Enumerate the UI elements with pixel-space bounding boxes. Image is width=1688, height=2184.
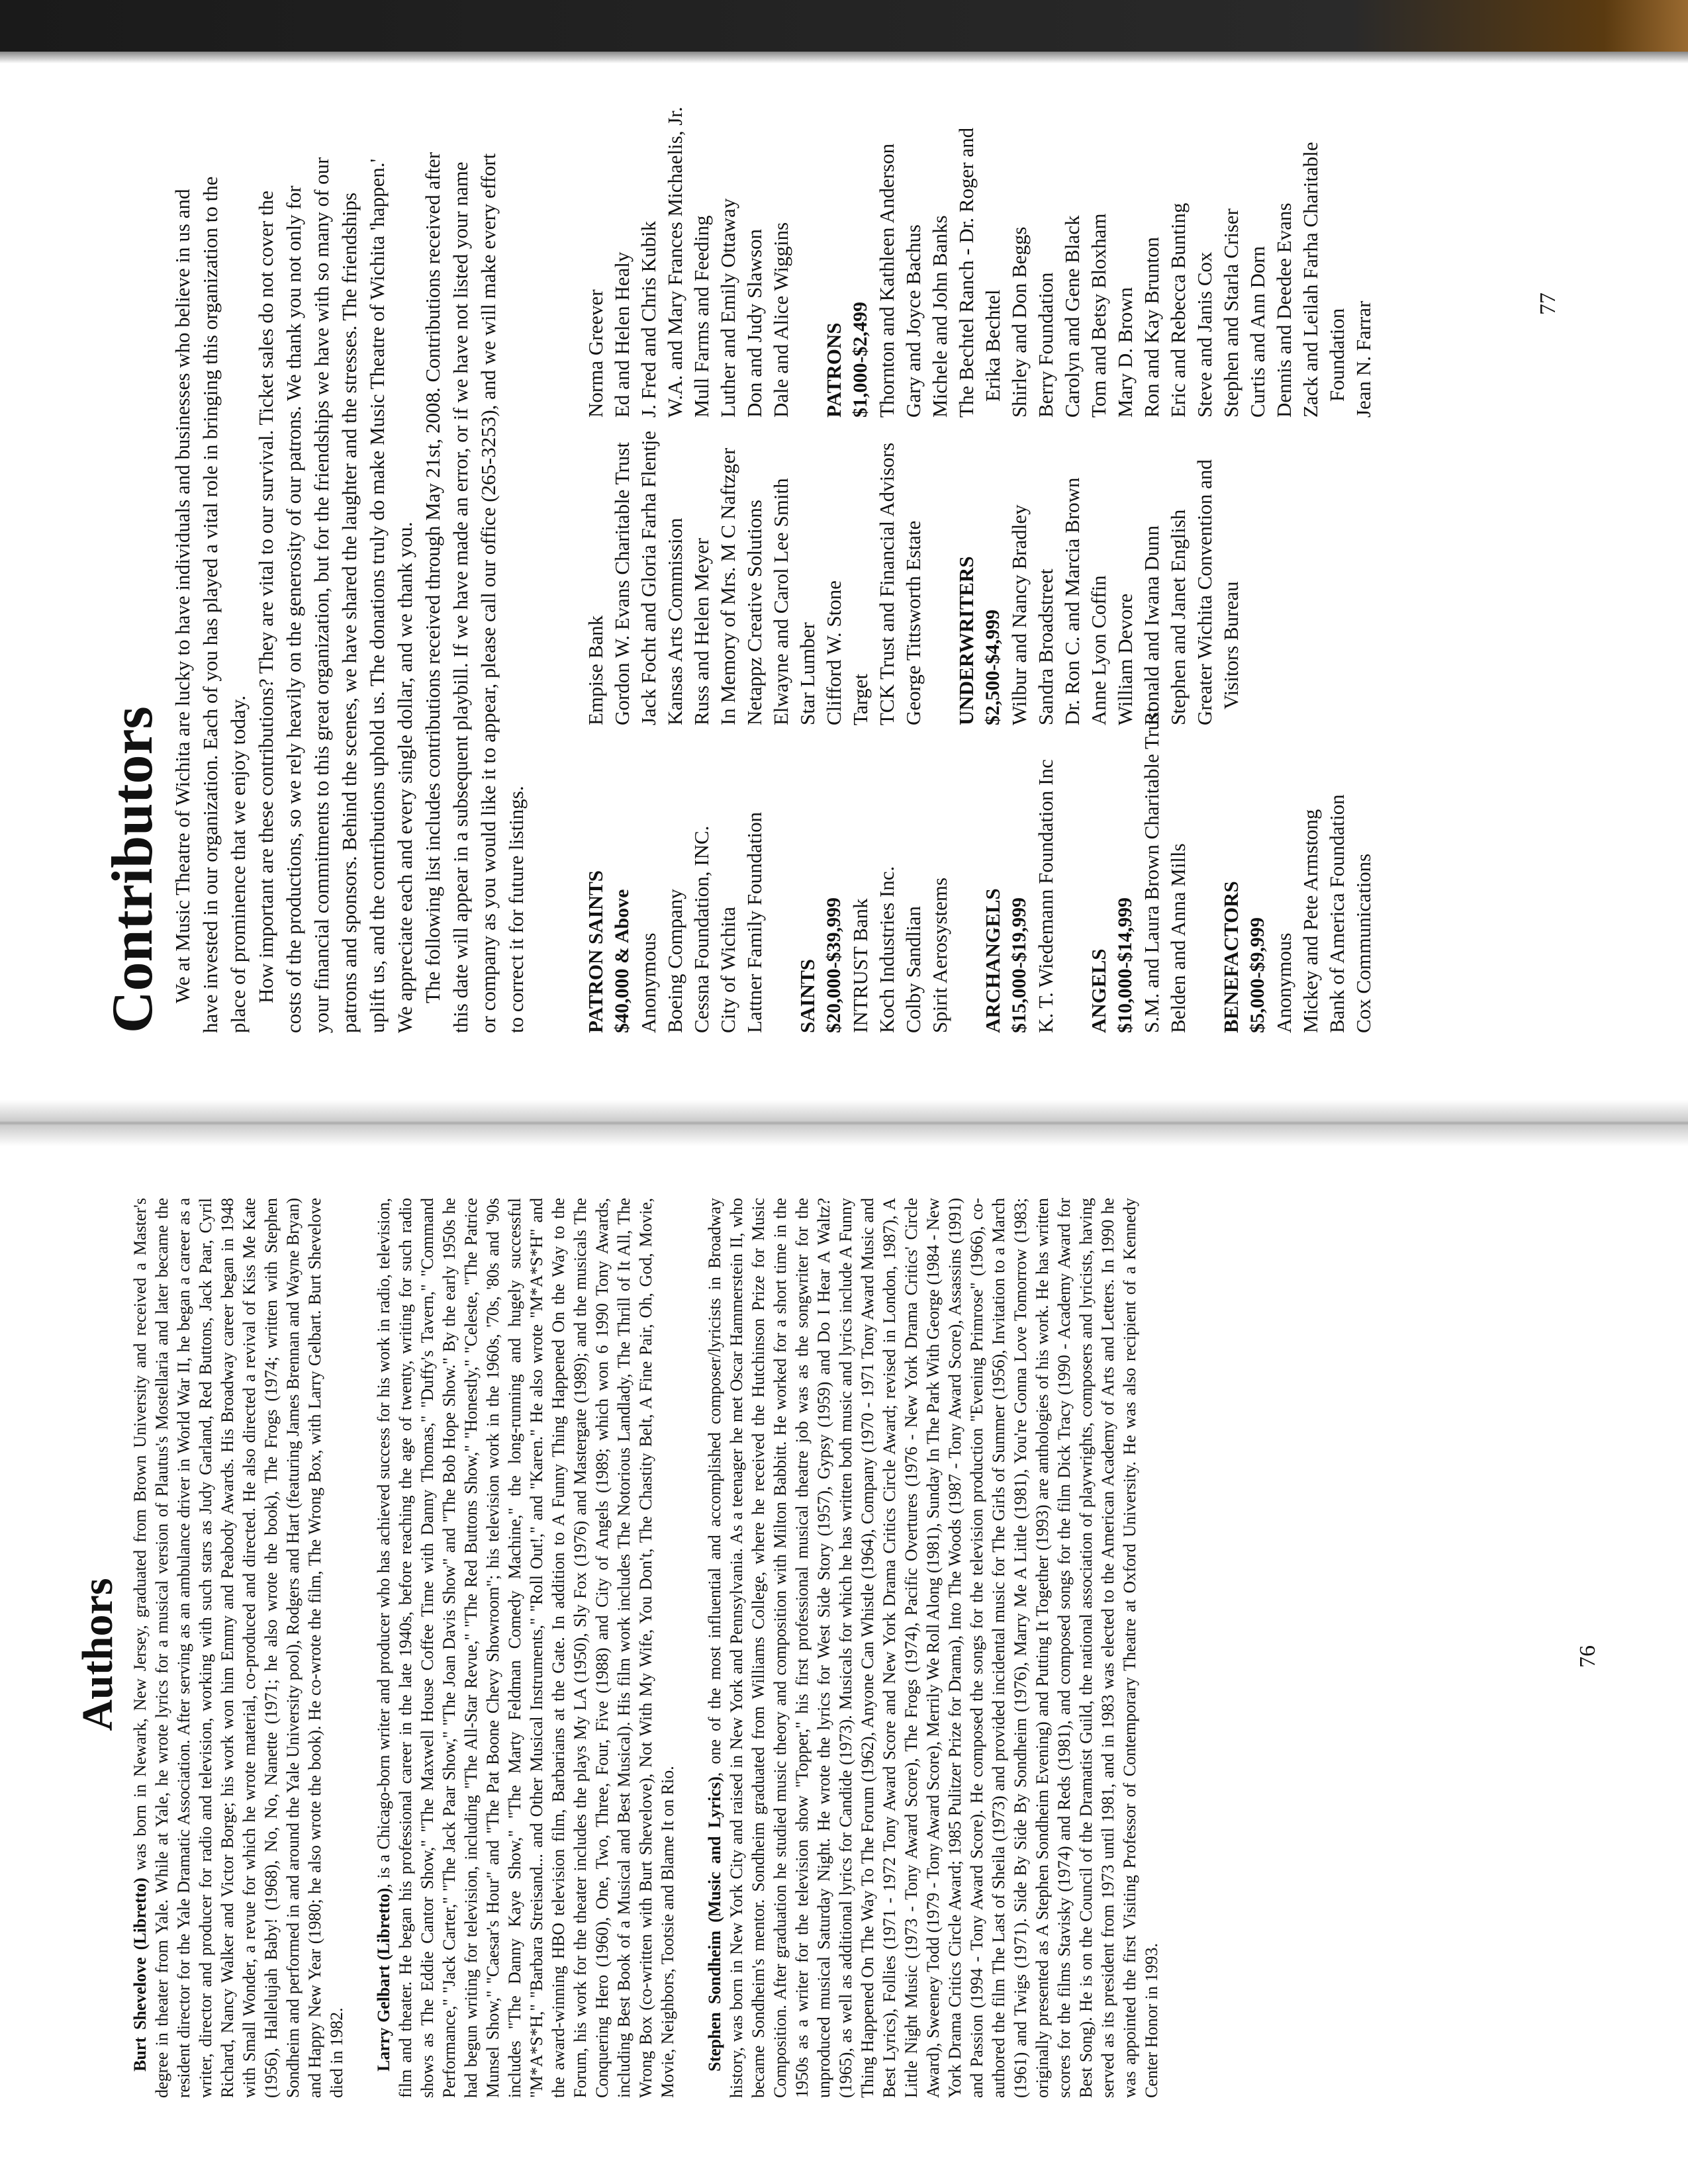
donor-level-heading: ANGELS [1087, 948, 1110, 1033]
donor-level-amount: $2,500-$4,999 [982, 610, 1004, 725]
donor-name: Gary and Joyce Bachus [902, 224, 925, 418]
donor-name: Mary D. Brown [1113, 287, 1137, 418]
donor-group [583, 87, 794, 418]
donor-group [1218, 702, 1377, 1033]
author-name: Larry Gelbart (Libretto) [374, 1888, 393, 2071]
donor-name: Empise Bank [584, 615, 607, 725]
donor-level-amount: $20,000-$39,999 [823, 897, 845, 1033]
donor-name: Ronald and Iwana Dunn [1140, 525, 1163, 725]
donor-name: Curtis and Ann Dorn [1246, 246, 1269, 418]
donor-name: Jean N. Farrar [1352, 300, 1375, 418]
donor-name: Koch Industries Inc. [875, 866, 898, 1033]
donor-name: Netappz Creative Solutions [743, 500, 766, 725]
donor-group [821, 87, 1377, 418]
authors-title: Authors [73, 1578, 122, 1731]
donor-level-heading: SAINTS [796, 959, 819, 1033]
author-bio [373, 1198, 679, 2098]
intro-paragraph: We at Music Theatre of Wichita are lucky to have individuals and businesses who believe in us and have invested in our organization. Each of you has played a vital role in bringing this organization to the place of prominence that we enjoy today. [171, 176, 250, 1033]
donor-name: In Memory of Mrs. M C Naftzger [716, 447, 739, 725]
donor-name: Mull Farms and Feeding [690, 215, 713, 418]
donor-name: Elwayne and Carol Lee Smith [769, 478, 792, 725]
donor-name: Spirit Aerosystems [928, 877, 951, 1033]
donor-name: Star Lumber [796, 622, 819, 725]
donor-group [583, 702, 768, 1033]
donor-name: Ed and Helen Healy [610, 251, 633, 418]
donor-level-amount: $10,000-$14,999 [1114, 897, 1136, 1033]
donor-level-heading: UNDERWRITERS [955, 556, 978, 725]
donor-name: Cessna Foundation, INC. [690, 825, 713, 1033]
donor-name: Sandra Broadstreet [1034, 569, 1057, 725]
scan-shadow [0, 52, 1688, 64]
donor-level-amount: $1,000-$2,499 [849, 302, 871, 418]
donor-name: Bank of America Foundation [1325, 794, 1348, 1033]
donor-name: City of Wichita [716, 906, 739, 1033]
group-spacer [794, 87, 821, 418]
donor-name: Dale and Alice Wiggins [769, 222, 792, 418]
group-spacer [1059, 702, 1086, 1033]
intro-paragraph: How important are these contributions? They are vital to our survival. Ticket sales do not cover the costs of the productions, so we rely heavily on the generosity of our patrons. We thank you not only for your financial commitments to this great organization, but for the friendships we have with so many of our patrons and sponsors. Behind the scenes, we have shared the laughter and the stresses. The friendships uplift us, and the contributions uphold us. The donations truly do make Music Theatre of Wichita 'happen.' We appreciate each and every single dollar, and we thank you. [254, 157, 416, 1033]
contributors-page [0, 64, 1688, 1096]
donor-name: Jack Focht and Gloria Farha Flentje [637, 430, 660, 725]
donor-level-heading: ARCHANGELS [981, 888, 1004, 1033]
group-spacer [953, 702, 980, 1033]
donor-name: Thornton and Kathleen Anderson [875, 143, 898, 418]
authors-page-rotated [0, 1125, 1688, 2184]
donor-name: Lattner Family Foundation [743, 811, 766, 1033]
donor-name: Ron and Kay Brunton [1140, 237, 1163, 418]
donor-name: Carolyn and Gene Black [1060, 215, 1084, 418]
donor-name: Tom and Betsy Bloxham [1087, 213, 1110, 418]
group-spacer [1192, 702, 1218, 1033]
author-bio-text: , is a Chicago-born writer and producer who has achieved success for his work in radio, television, film and theater. He began his professional career in the late 1940s, before reaching the age of twenty, writing for such radio shows as The Eddie Cantor Show," "The Maxwell House Coffee Time with Danny Thomas," "Duffy's Tavern," "Command Performance," "Jack Carter," "The Jack Paar Show," "The Joan Davis Show" and "The Bob Hope Show." By the early 1950s he had begun writing for television, including "The All-Star Revue," "The Red Buttons Show," "Honestly," "Celeste, "The Patrice Munsel Show," "Caesar's Hour" and "The Pat Boone Chevy Showroom"; his television work in the 1960s, '70s, '80s and '90s includes "The Danny Kaye Show," "The Marty Feldman Comedy Machine," the long-running and hugely successful "M*A*S*H," "Barbara Streisand... and Other Musical Instruments," "Roll Out!," and "Karen." He also wrote "M*A*S*H" and the award-winning HBO television film, Barbarians at the Gate. In addition to A Funny Thing Happened On the Way to the Forum, his work for the theater includes the plays My LA (1950), Sly Fox (1976) and Mastergate (1989); and the musicals The Conquering Hero (1960), One, Two, Three, Four, Five (1988) and City of Angels (1989; which won 6 1990 Tony Awards, including Best Book of a Musical and Best Musical). His film work includes The Notorious Landlady, The Thrill of It All, The Wrong Box (co-written with Burt Shevelove), Not With My Wife, You Don't, The Chastity Belt, A Fine Pair, Oh, God, Movie, Movie, Neighbors, Tootsie and Blame It on Rio. [374, 1197, 677, 2098]
donor-name: Michele and John Banks [928, 215, 951, 418]
contributors-page-rotated [0, 64, 1688, 1096]
page-number: 77 [1536, 293, 1560, 315]
donor-name: Cox Communications [1352, 853, 1375, 1033]
donor-name: Belden and Anna Mills [1166, 843, 1190, 1033]
donor-name: Berry Foundation [1034, 272, 1057, 418]
donor-name: Boeing Company [663, 889, 686, 1033]
donor-column-3 [583, 87, 1377, 418]
scan-top-edge [0, 0, 1688, 52]
donor-name: K. T. Wiedemann Foundation Inc [1034, 759, 1057, 1033]
authors-bios [129, 1198, 1188, 2098]
donor-name: Mickey and Pete Armstong [1299, 809, 1322, 1033]
donor-name: INTRUST Bank [849, 898, 872, 1033]
donor-name: Anne Lyon Coffin [1087, 575, 1110, 725]
donor-group [794, 702, 953, 1033]
contributors-intro [169, 146, 530, 1033]
donor-name: Dennis and Deedee Evans [1272, 203, 1295, 418]
donor-name: Eric and Rebecca Bunting [1166, 203, 1190, 418]
donor-level-amount: $40,000 & Above [611, 889, 633, 1033]
donor-name: Stephen and Starla Criser [1219, 208, 1243, 418]
donor-name: Target [849, 673, 872, 725]
donor-name: W.A. and Mary Frances Michaelis, Jr. [663, 107, 686, 418]
author-bio [129, 1198, 348, 2098]
donor-name: Colby Sandlian [902, 905, 925, 1033]
donor-name: Clifford W. Stone [822, 580, 845, 725]
donor-name: Wilbur and Nancy Bradley [1008, 504, 1031, 725]
author-bio-text: , one of the most influential and accomplished composer/lyricists in Broadway history, was born in New York City and raised in New York and Pennsylvania. As a teenager he met Oscar Hammerstein II, who became Sondheim's mentor. Sondheim graduated from Williams College, where he received the Hutchinson Prize for Music Composition. After graduation he studied music theory and composition with Milton Babbitt. He worked for a short time in the 1950s as a writer for the television show "Topper," his first professional musical theatre job was as the songwriter for the unproduced musical Saturday Night. He wrote the lyrics for West Side Story (1957), Gypsy (1959) and Do I Hear A Waltz? (1965), as well as additional lyrics for Candide (1973). Musicals for which he has written both music and lyrics include A Funny Thing Happened On The Way To The Forum (1962), Anyone Can Whistle (1964), Company (1970 - 1971 Tony Award Music and Best Lyrics), Follies (1971 - 1972 Tony Award Score and New York Drama Critics Circle Award; revised in London, 1987), A Little Night Music (1973 - Tony Award Score), The Frogs (1974), Pacific Overtures (1976 - New York Drama Critics' Circle Award), Sweeney Todd (1979 - Tony Award Score), Merrily We Roll Along (1981), Sunday In The Park With George (1984 - New York Drama Critics Circle Award; 1985 Pulitzer Prize for Drama), Into The Woods (1987 - Tony Award Score), Assassins (1991) and Passion (1994 - Tony Award Score). He composed the songs for the television production "Evening Primrose" (1966), co-authored the film The Last of Sheila (1973) and provided incidental music for The Girls of Summer (1956), Invitation to a March (1961) and Twigs (1971). Side By Side By Sondheim (1976), Marry Me A Little (1981), You're Gonna Love Tomorrow (1983; originally presented as A Stephen Sondheim Evening) and Putting It Together (1993) are anthologies of his work. He has written scores for the films Stavisky (1974) and Reds (1981), and composed songs for the film Dick Tracy (1990 - Academy Award for Best Song). He is on the Council of the Dramatist Guild, the national association of playwrights, composers and lyricists, having served as its president from 1973 until 1981, and in 1983 was elected to the American Academy of Arts and Letters. In 1990 he was appointed the first Visiting Professor of Contemporary Theatre at Oxford University. He was also recipient of a Kennedy Center Honor in 1993. [705, 1198, 1161, 2098]
donor-level-heading: PATRON SAINTS [584, 870, 607, 1033]
donor-name: Luther and Emily Ottaway [716, 198, 739, 418]
donor-name: TCK Trust and Financial Advisors [875, 442, 898, 725]
donor-name: Gordon W. Evans Charitable Trust [610, 442, 633, 725]
donor-name: Shirley and Don Beggs [1008, 226, 1031, 418]
donor-group [583, 394, 927, 725]
contributors-title: Contributors [101, 706, 165, 1033]
authors-page [0, 1125, 1688, 2184]
donor-level-heading: PATRONS [822, 322, 845, 418]
donor-name: George Tittsworth Estate [902, 520, 925, 725]
donor-name: Norma Greever [584, 289, 607, 418]
author-name: Stephen Sondheim (Music and Lyrics) [705, 1776, 724, 2071]
group-spacer [927, 394, 953, 725]
donor-name: Anonymous [637, 933, 660, 1033]
donor-name: Dr. Ron C. and Marcia Brown [1060, 477, 1084, 725]
group-spacer [768, 702, 794, 1033]
donor-name: J. Fred and Chris Kubik [637, 220, 660, 418]
donor-name: Stephen and Janet English [1166, 509, 1190, 725]
donor-name: S.M. and Laura Brown Charitable Trust [1140, 706, 1163, 1033]
donor-group [953, 394, 1244, 725]
author-name: Burt Shevelove (Libretto) [130, 1878, 150, 2071]
donor-column-2 [583, 394, 1244, 725]
donor-name: The Bechtel Ranch - Dr. Roger and Erika Bechtel [955, 127, 1004, 418]
intro-paragraph: The following list includes contributions received through May 21st, 2008. Contributions received after this date will appear in a subsequent playbill. If we have made an error, or if we have not listed your name or company as you would like it to appear, please call our office (265-3253), and we will make every effort to correct it for future listings. [421, 152, 528, 1033]
donor-level-amount: $15,000-$19,999 [1008, 897, 1030, 1033]
donor-name: Anonymous [1272, 933, 1295, 1033]
donor-group [980, 702, 1059, 1033]
donor-level-amount: $5,000-$9,999 [1246, 917, 1268, 1033]
donor-group [1086, 702, 1192, 1033]
donor-name: William Devore [1113, 593, 1137, 725]
donor-name: Greater Wichita Convention and Visitors Bureau [1193, 459, 1243, 725]
author-bio-text: was born in Newark, New Jersey, graduated from Brown University and received a Master's degree in theater from Yale. While at Yale, he wrote lyrics for a musical version of Plautus's Mostellaria and later became the resident director for the Yale Dramatic Association. After serving as an ambulance driver in World War II, he began a career as a writer, director and producer for radio and television, working with such stars as Judy Garland, Red Buttons, Jack Paar, Cyril Richard, Nancy Walker and Victor Borge; his work won him Emmy and Peabody Awards. His Broadway career began in 1948 with Small Wonder, a revue for which he wrote material, co-produced and directed. He also directed a revival of Kiss Me Kate (1956), Hallelujah Baby! (1968), No, No, Nanette (1971; he also wrote the book), The Frogs (1974; written with Stephen Sondheim and performed in and around the Yale University pool), Rodgers and Hart (featuring James Brennan and Wayne Bryan) and Happy New Year (1980; he also wrote the book). He co-wrote the film, The Wrong Box, with Larry Gelbart. Burt Shevelove died in 1982. [130, 1198, 346, 2098]
donor-level-heading: BENEFACTORS [1219, 881, 1243, 1033]
page-number: 76 [1575, 1645, 1600, 1668]
author-bio [704, 1198, 1162, 2098]
donor-name: Zack and Leilah Farha Charitable Foundation [1299, 142, 1348, 418]
donor-name: Don and Judy Slawson [743, 228, 766, 418]
donor-name: Steve and Janis Cox [1193, 251, 1216, 418]
donor-column-1 [583, 702, 1377, 1033]
donor-name: Kansas Arts Commission [663, 518, 686, 725]
donor-name: Russ and Helen Meyer [690, 537, 713, 725]
